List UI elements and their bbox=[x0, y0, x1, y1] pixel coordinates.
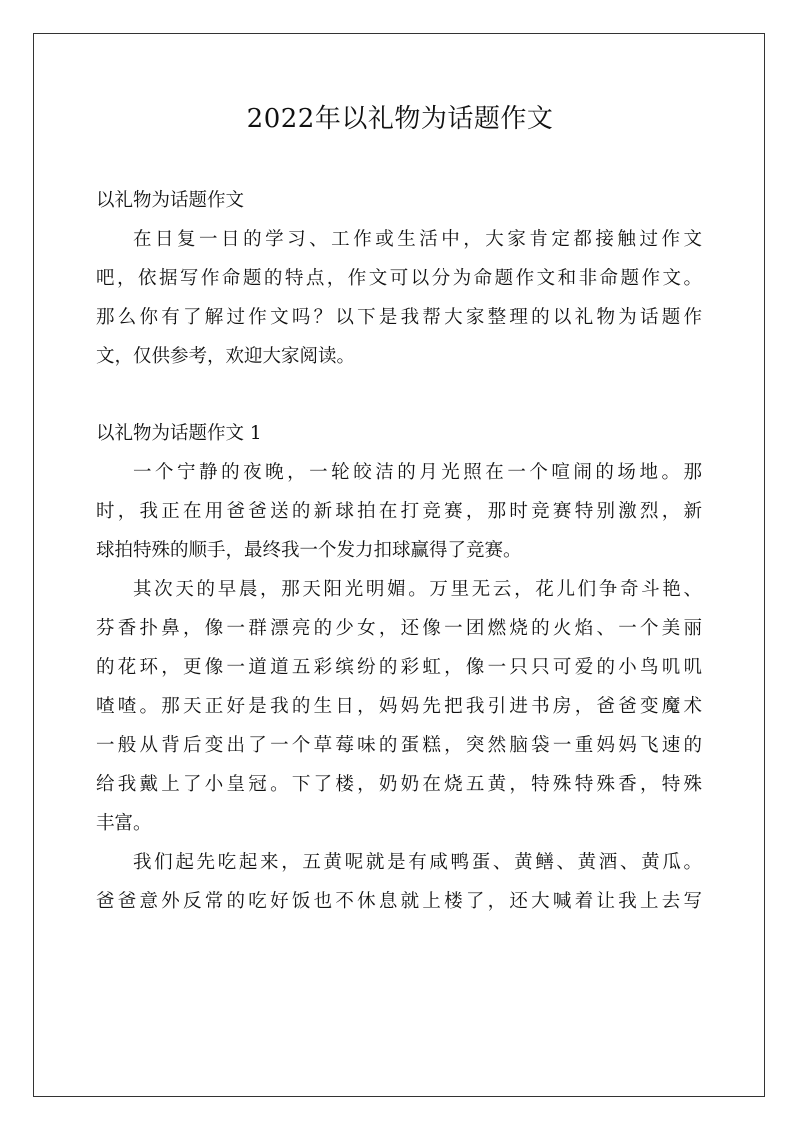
text-line: 的花环，更像一道道五彩缤纷的彩虹，像一只只可爱的小鸟叽叽 bbox=[96, 657, 702, 678]
document-body bbox=[96, 182, 702, 921]
essay-1-paragraph-3 bbox=[96, 843, 702, 921]
document-title: 2022年以礼物为话题作文 bbox=[246, 104, 554, 134]
text-line: 给我戴上了小皇冠。下了楼，奶奶在烧五黄，特殊特殊香，特殊 bbox=[96, 774, 702, 795]
text-line: 丰富。 bbox=[96, 813, 152, 834]
text-line: 时，我正在用爸爸送的新球拍在打竞赛，那时竞赛特别激烈，新 bbox=[96, 501, 702, 522]
text-line: 一个宁静的夜晚，一轮皎洁的月光照在一个喧闹的场地。那 bbox=[133, 462, 702, 483]
text-line: 球拍特殊的顺手，最终我一个发力扣球赢得了竞赛。 bbox=[96, 540, 522, 561]
text-line: 其次天的早晨，那天阳光明媚。万里无云，花儿们争奇斗艳、 bbox=[133, 579, 702, 600]
intro-paragraph bbox=[96, 220, 702, 376]
text-line: 文，仅供参考，欢迎大家阅读。 bbox=[96, 346, 356, 367]
text-line: 一般从背后变出了一个草莓味的蛋糕，突然脑袋一重妈妈飞速的 bbox=[96, 735, 702, 756]
text-line: 在日复一日的学习、工作或生活中，大家肯定都接触过作文 bbox=[133, 229, 702, 250]
text-line: 吧，依据写作命题的特点，作文可以分为命题作文和非命题作文。 bbox=[96, 268, 702, 289]
intro-heading: 以礼物为话题作文 bbox=[96, 190, 245, 211]
essay-1-paragraph-1 bbox=[96, 453, 702, 570]
essay-1-heading: 以礼物为话题作文 1 bbox=[96, 423, 262, 444]
essay-1-paragraph-2 bbox=[96, 570, 702, 843]
text-line: 那么你有了解过作文吗？以下是我帮大家整理的以礼物为话题作 bbox=[96, 307, 702, 328]
text-line: 芬香扑鼻，像一群漂亮的少女，还像一团燃烧的火焰、一个美丽 bbox=[96, 618, 702, 639]
text-line: 我们起先吃起来，五黄呢就是有咸鸭蛋、黄鳝、黄酒、黄瓜。 bbox=[133, 852, 702, 873]
text-line: 喳喳。那天正好是我的生日，妈妈先把我引进书房，爸爸变魔术 bbox=[96, 696, 702, 717]
paragraph-spacer bbox=[96, 376, 702, 415]
text-line: 爸爸意外反常的吃好饭也不休息就上楼了，还大喊着让我上去写 bbox=[96, 891, 702, 912]
